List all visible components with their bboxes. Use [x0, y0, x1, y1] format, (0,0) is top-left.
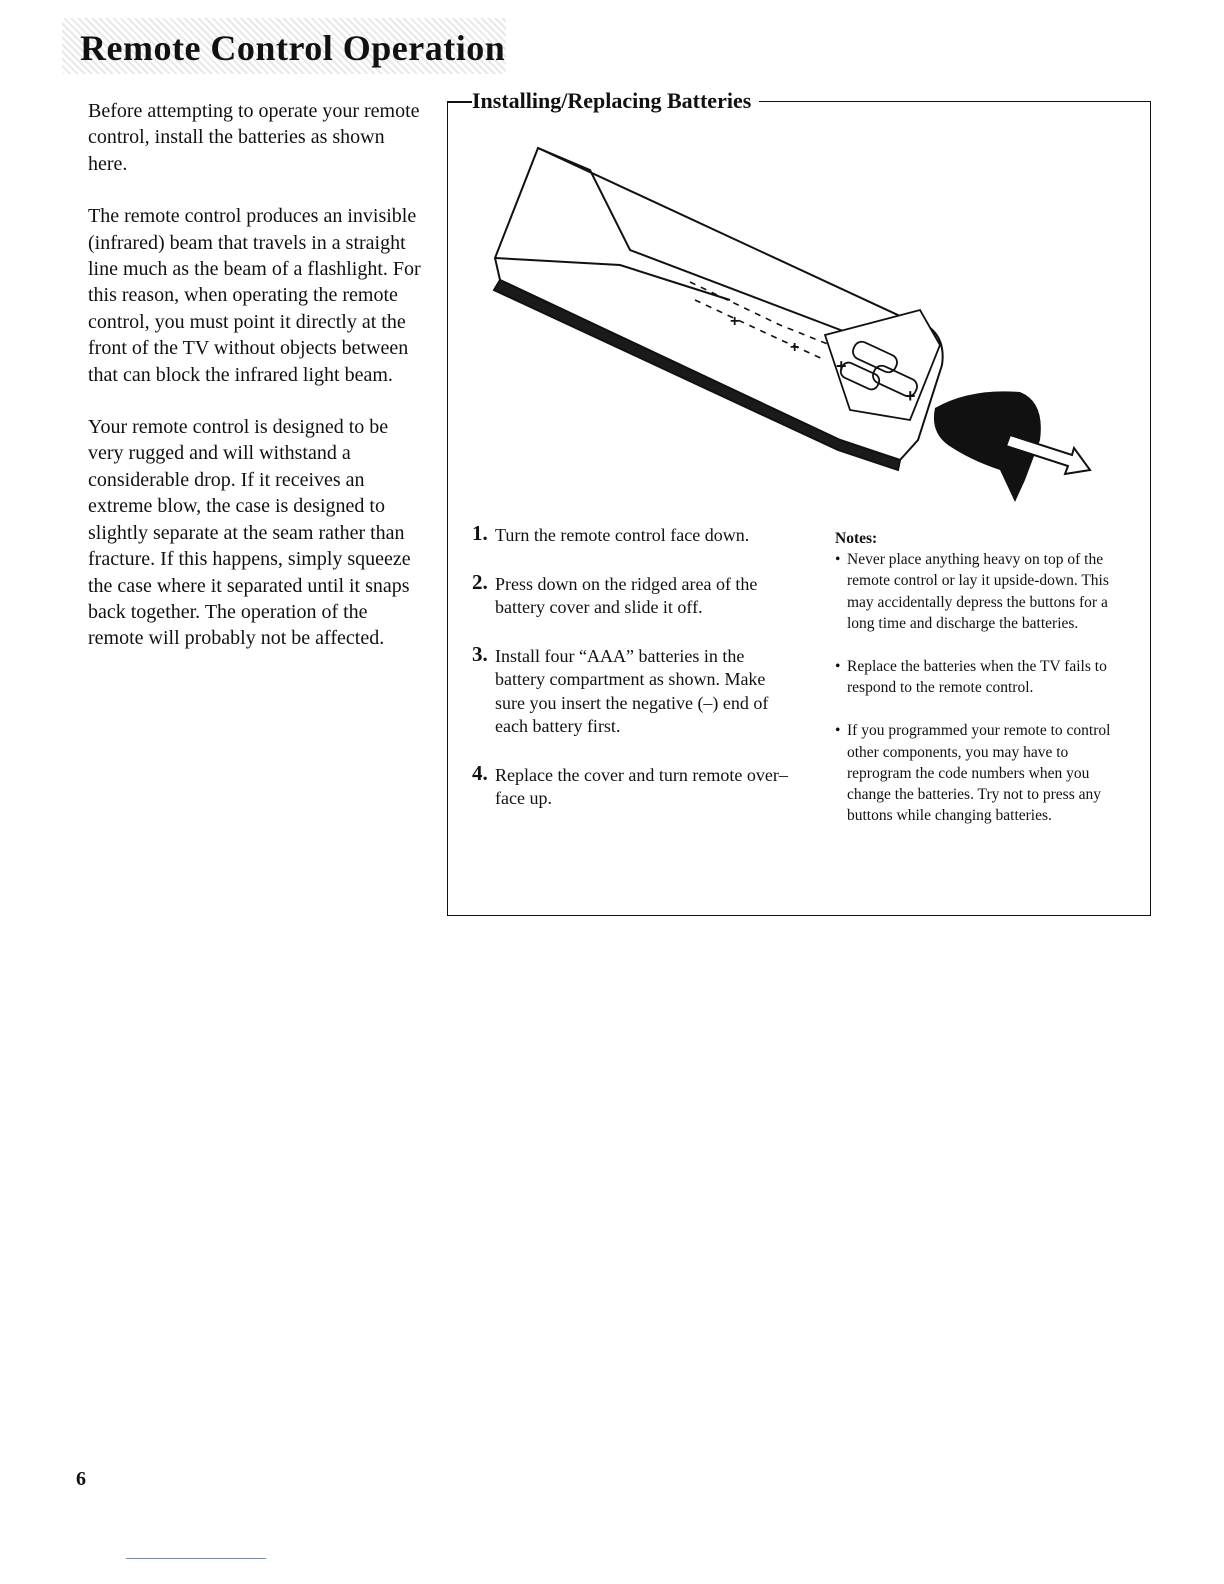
intro-column: [88, 98, 428, 678]
page-number: 6: [76, 1468, 86, 1490]
svg-text:+: +: [905, 386, 916, 406]
step-number: 3.: [472, 641, 488, 666]
remote-body: [494, 148, 943, 470]
notes-block: [835, 528, 1135, 848]
svg-text:+: +: [836, 356, 847, 376]
step-number: 2.: [472, 569, 488, 594]
step-text: Press down on the ridged area of the battery cover and slide it off.: [495, 573, 758, 617]
step-number: 1.: [472, 521, 488, 545]
note-item: • Replace the batteries when the TV fails to respond to the remote control.: [835, 656, 1135, 698]
step-item: [472, 641, 792, 739]
svg-text:+: +: [730, 313, 740, 330]
section-title-rule: [447, 101, 472, 103]
notes-title: Notes:: [835, 530, 878, 547]
step-item: [472, 760, 792, 811]
remote-battery-illustration: [480, 140, 1100, 505]
steps-list: [472, 521, 792, 836]
footer-rule: [126, 1558, 266, 1559]
intro-paragraph: Your remote control is designed to be very rugged and will withstand a considerable drop. If it receives an extreme blow, the case is designed to slightly separate at the seam rather than fracture. If this happens, simply squeeze the case where it separated until it snaps back together. The operation of the remote will probably not be affected.: [88, 416, 411, 650]
notes-list: [835, 549, 1135, 826]
svg-text:+: +: [790, 339, 800, 356]
step-item: [472, 569, 792, 620]
step-text: Replace the cover and turn remote over–face up.: [495, 764, 788, 808]
section-title: Installing/Replacing Batteries: [472, 86, 759, 116]
page-title: Remote Control Operation: [80, 28, 506, 68]
intro-paragraph: Before attempting to operate your remote control, install the batteries as shown here.: [88, 100, 420, 175]
note-item: • Never place anything heavy on top of the remote control or lay it upside-down. This may accidentally depress the buttons for a long time and discharge the batteries.: [835, 549, 1135, 634]
step-number: 4.: [472, 760, 488, 785]
step-item: [472, 521, 792, 548]
step-text: Install four “AAA” batteries in the battery compartment as shown. Make sure you insert the negative (–) end of each battery first.: [495, 645, 769, 736]
intro-paragraph: The remote control produces an invisible (infrared) beam that travels in a straight line much as the beam of a flashlight. For this reason, when operating the remote control, you must point it directly at the front of the TV without objects between that can block the infrared light beam.: [88, 205, 421, 386]
note-item: • If you programmed your remote to control other components, you may have to reprogram the code numbers when you change the batteries. Try not to press any buttons while changing batteries.: [835, 720, 1135, 826]
step-text: Turn the remote control face down.: [495, 525, 750, 545]
